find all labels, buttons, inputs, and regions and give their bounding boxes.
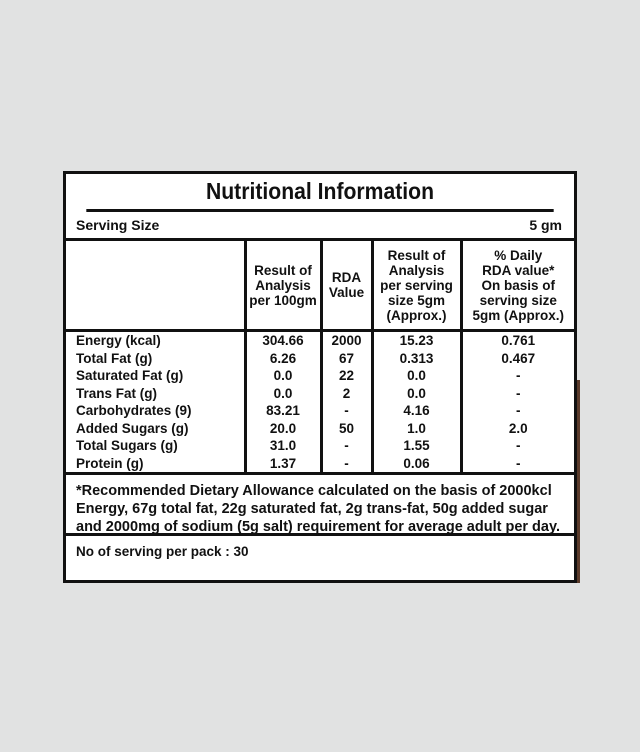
nutrient-name: Added Sugars (g) bbox=[76, 420, 189, 436]
nutrient-name: Total Fat (g) bbox=[76, 350, 153, 366]
daily-rda-value: 0.761 bbox=[501, 333, 536, 348]
per-100gm-value: 0.0 bbox=[273, 368, 293, 383]
label-title: Nutritional Information bbox=[86, 174, 553, 212]
per-100gm-value: 6.26 bbox=[269, 350, 297, 366]
per-serving-value: 15.23 bbox=[399, 333, 434, 348]
per-serving-column bbox=[372, 331, 461, 473]
rda-value: 67 bbox=[338, 350, 355, 366]
daily-rda-value: - bbox=[516, 385, 521, 401]
per-serving-value: 0.0 bbox=[407, 368, 426, 383]
per-100gm-value: 0.0 bbox=[273, 385, 293, 401]
daily-rda-value: - bbox=[516, 368, 521, 383]
rda-value: 2 bbox=[342, 385, 351, 401]
rda-value: - bbox=[344, 455, 349, 471]
per-serving-value: 1.0 bbox=[407, 420, 426, 436]
nutrient-name: Trans Fat (g) bbox=[76, 385, 158, 401]
daily-rda-column bbox=[461, 331, 574, 473]
daily-rda-value: 0.467 bbox=[501, 350, 536, 366]
per-serving-value: 0.313 bbox=[399, 350, 434, 366]
rda-column bbox=[321, 331, 372, 473]
nutrient-name: Energy (kcal) bbox=[76, 333, 161, 348]
per-100gm-value: 1.37 bbox=[269, 455, 297, 471]
nutrient-column bbox=[66, 331, 245, 473]
rda-value: - bbox=[344, 438, 349, 453]
per-serving-value: 4.16 bbox=[403, 403, 430, 418]
footnote-line: and 2000mg of sodium (5g salt) requirement for average adult per day. bbox=[76, 519, 560, 535]
serving-size-row bbox=[66, 212, 574, 241]
table-header-row bbox=[66, 241, 574, 331]
nutrient-name: Total Sugars (g) bbox=[76, 438, 178, 453]
nutrition-label bbox=[63, 171, 577, 583]
footnote-line: Energy, 67g total fat, 22g saturated fat, 2g trans-fat, 50g added sugar bbox=[76, 501, 548, 517]
label-edge bbox=[577, 380, 580, 583]
per-100gm-value: 304.66 bbox=[262, 333, 304, 348]
header-rda-value: RDA Value bbox=[321, 241, 372, 331]
header-nutrient bbox=[66, 241, 245, 331]
serving-size-label: Serving Size bbox=[76, 217, 160, 233]
serving-size-value: 5 gm bbox=[529, 217, 562, 233]
servings-per-pack: No of serving per pack : 30 bbox=[76, 544, 249, 559]
per-100gm-value: 31.0 bbox=[269, 438, 297, 453]
header-per-100gm: Result of Analysis per 100gm bbox=[245, 241, 321, 331]
rda-value: - bbox=[344, 403, 349, 418]
daily-rda-value: - bbox=[516, 403, 521, 418]
rda-value: 2000 bbox=[331, 333, 362, 348]
daily-rda-value: 2.0 bbox=[508, 420, 528, 436]
footnote-line: *Recommended Dietary Allowance calculated on the basis of 2000kcl bbox=[76, 483, 552, 499]
per-100gm-value: 20.0 bbox=[269, 420, 297, 436]
nutrient-name: Protein (g) bbox=[76, 455, 144, 471]
header-daily-rda: % Daily RDA value* On basis of serving size 5gm (Approx.) bbox=[461, 241, 574, 331]
daily-rda-value: - bbox=[516, 455, 521, 471]
per-serving-value: 1.55 bbox=[403, 438, 430, 453]
per-100gm-value: 83.21 bbox=[266, 403, 300, 418]
nutrient-name: Saturated Fat (g) bbox=[76, 368, 184, 383]
per-serving-value: 0.06 bbox=[403, 455, 430, 471]
header-per-serving: Result of Analysis per serving size 5gm (Approx.) bbox=[372, 241, 461, 331]
per-100gm-column bbox=[245, 331, 321, 473]
rda-value: 50 bbox=[338, 420, 355, 436]
rda-value: 22 bbox=[338, 368, 355, 383]
rda-footnote bbox=[66, 472, 574, 536]
table-body-row bbox=[66, 331, 574, 473]
nutrition-table bbox=[66, 241, 574, 472]
per-serving-value: 0.0 bbox=[407, 385, 426, 401]
daily-rda-value: - bbox=[516, 438, 521, 453]
nutrient-name: Carbohydrates (9) bbox=[76, 403, 192, 418]
